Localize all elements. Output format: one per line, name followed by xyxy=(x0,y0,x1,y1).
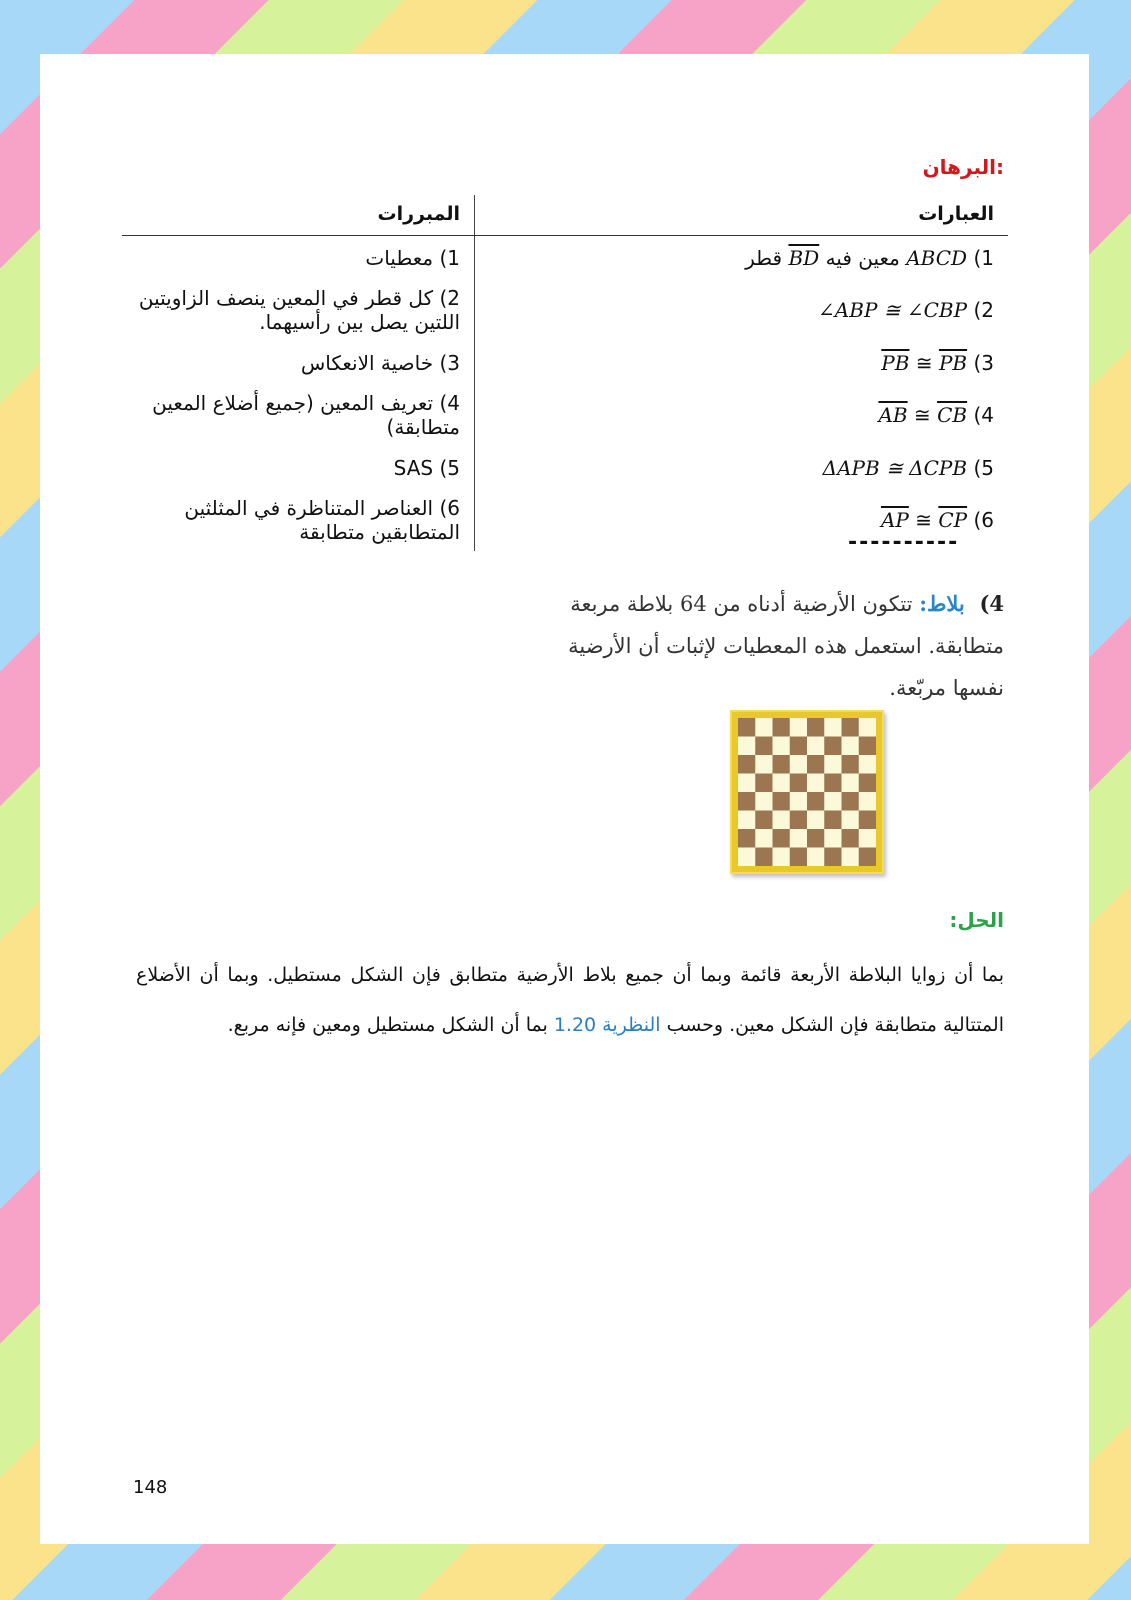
reason-cell: 6) العناصر المتناظرة في المثلثين المتطابقين متطابقة xyxy=(122,489,475,551)
statement-cell: 2) ∠ABP ≅ ∠CBP xyxy=(818,298,994,322)
tile xyxy=(824,755,842,774)
statements-header: العبارات xyxy=(475,195,1009,236)
tile xyxy=(738,792,756,811)
tile xyxy=(738,848,756,867)
reason-cell: 5) SAS xyxy=(122,446,475,489)
tile xyxy=(790,829,808,848)
theorem-reference: النظرية xyxy=(602,1014,661,1036)
tile xyxy=(859,792,876,811)
tile xyxy=(824,737,842,756)
tile xyxy=(790,755,808,774)
reason-cell: 3) خاصية الانعكاس xyxy=(122,341,475,384)
tile xyxy=(842,718,860,737)
tile xyxy=(773,774,791,793)
solution-title: الحل: xyxy=(949,908,1004,932)
tile xyxy=(824,829,842,848)
reason-cell: 1) معطيات xyxy=(122,236,475,280)
tile xyxy=(755,718,773,737)
page-number: 148 xyxy=(133,1477,168,1498)
tile xyxy=(859,755,876,774)
table-row xyxy=(122,446,1008,489)
statement-cell: 1) ABCD معين فيه BD قطر xyxy=(745,245,994,270)
tile xyxy=(755,811,773,830)
tile xyxy=(738,774,756,793)
reason-cell: 2) كل قطر في المعين ينصف الزاويتين اللتين يصل بين رأسيهما. xyxy=(122,279,475,341)
tile xyxy=(755,774,773,793)
tile xyxy=(738,811,756,830)
tile xyxy=(859,718,876,737)
tile xyxy=(790,718,808,737)
table-row xyxy=(122,341,1008,384)
tile xyxy=(773,718,791,737)
tile xyxy=(842,737,860,756)
tile xyxy=(824,774,842,793)
tile xyxy=(773,829,791,848)
tile xyxy=(859,829,876,848)
tile xyxy=(738,737,756,756)
table-row xyxy=(122,236,1008,280)
table-row xyxy=(122,384,1008,446)
tile xyxy=(755,755,773,774)
tile xyxy=(807,718,825,737)
tile xyxy=(807,829,825,848)
tile xyxy=(824,792,842,811)
checkerboard-image xyxy=(730,710,884,874)
tile xyxy=(842,774,860,793)
solution-text: بما أن زوايا البلاطة الأربعة قائمة وبما أن جميع بلاط الأرضية متطابق فإن الشكل مستطيل. وبما أن الأضلاع المتتالية متطابقة فإن الشكل معين. وحسب النظرية 1.20 بما أن الشكل مستطيل ومعين فإنه مربع. xyxy=(136,964,1004,1036)
tile xyxy=(790,811,808,830)
section-divider: ---------- xyxy=(848,530,960,555)
proof-table xyxy=(122,195,1008,551)
tile xyxy=(790,737,808,756)
tile xyxy=(773,755,791,774)
tile xyxy=(842,755,860,774)
problem-title: بلاط: xyxy=(919,591,965,616)
tile xyxy=(738,755,756,774)
tile xyxy=(773,848,791,867)
tile xyxy=(859,737,876,756)
tile xyxy=(807,811,825,830)
tile xyxy=(790,792,808,811)
tile xyxy=(842,811,860,830)
reason-cell: 4) تعريف المعين (جميع أضلاع المعين متطابقة) xyxy=(122,384,475,446)
tile xyxy=(755,848,773,867)
statement-cell: 3) $\overline{PB}$ ≅ $\overline{PB}$ xyxy=(881,350,994,375)
tile xyxy=(755,737,773,756)
tile xyxy=(790,774,808,793)
statement-cell: 6) $\overline{AP}$ ≅ $\overline{CP}$ xyxy=(880,508,994,532)
tile xyxy=(755,829,773,848)
tile xyxy=(755,792,773,811)
tile xyxy=(807,848,825,867)
tile xyxy=(807,774,825,793)
tile xyxy=(859,811,876,830)
tile xyxy=(773,811,791,830)
tile xyxy=(824,718,842,737)
tile xyxy=(842,792,860,811)
theorem-number: 1.20 xyxy=(553,1014,597,1036)
tile xyxy=(824,811,842,830)
tile xyxy=(773,792,791,811)
problem-number: 4) xyxy=(979,591,1004,616)
tile xyxy=(859,774,876,793)
tile xyxy=(859,848,876,867)
problem-statement xyxy=(534,583,1004,709)
tile xyxy=(842,848,860,867)
tile xyxy=(842,829,860,848)
proof-heading: البرهان: xyxy=(922,155,1004,179)
tile xyxy=(807,792,825,811)
statement-cell: 4) $\overline{AB}$ ≅ $\overline{CB}$ xyxy=(878,403,994,427)
tile xyxy=(738,718,756,737)
checkerboard-grid xyxy=(738,718,876,866)
reasons-header: المبررات xyxy=(122,195,475,236)
table-row xyxy=(122,279,1008,341)
problem-text: تتكون الأرضية أدناه من 64 بلاطة مربعة متطابقة. استعمل هذه المعطيات لإثبات أن الأرضية نفسها مربّعة. xyxy=(568,592,1004,700)
tile xyxy=(790,848,808,867)
tile xyxy=(824,848,842,867)
tile xyxy=(773,737,791,756)
tile xyxy=(807,755,825,774)
tile xyxy=(738,829,756,848)
statement-cell: 5) ΔAPB ≅ ΔCPB xyxy=(822,455,994,480)
tile xyxy=(807,737,825,756)
